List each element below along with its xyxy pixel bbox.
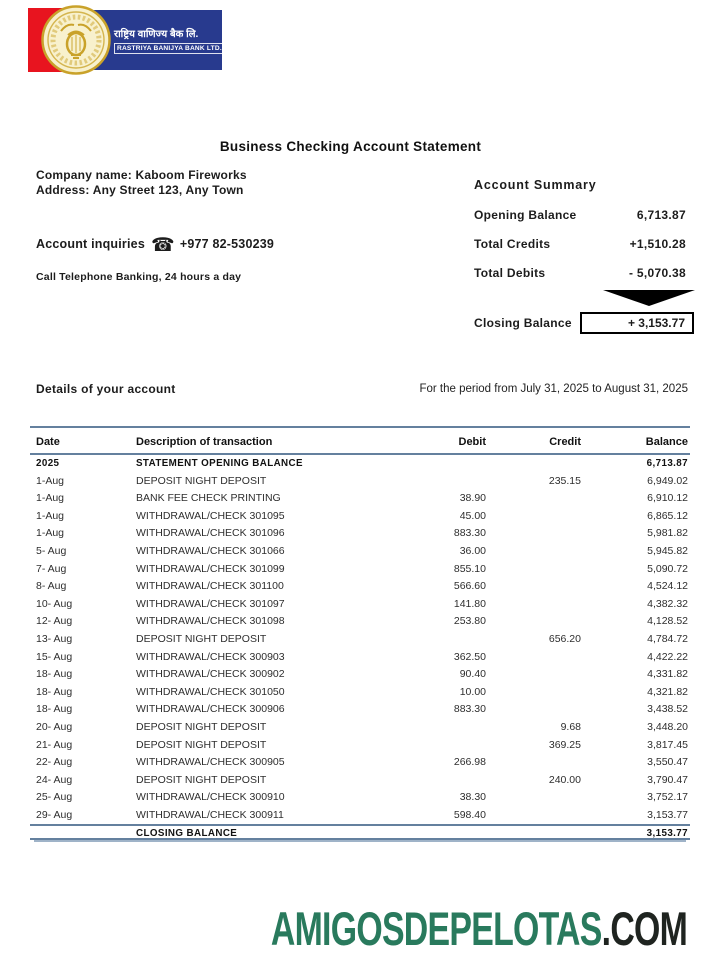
cell-debit: [366, 473, 486, 491]
cell-description: WITHDRAWAL/CHECK 301100: [136, 580, 284, 593]
cell-debit: [366, 631, 486, 649]
bank-logo: [28, 8, 222, 76]
cell-credit: [486, 684, 581, 702]
company-name: Company name: Kaboom Fireworks: [36, 168, 247, 182]
cell-description: DEPOSIT NIGHT DEPOSIT: [136, 720, 267, 733]
cell-description: WITHDRAWAL/CHECK 301097: [136, 597, 285, 610]
table-row: [30, 613, 690, 631]
cell-balance: 5,090.72: [647, 562, 688, 575]
company-block: [36, 168, 247, 198]
cell-balance: 6,910.12: [647, 492, 688, 505]
bank-name-nepali: राष्ट्रिय वाणिज्य बैक लि.: [114, 29, 199, 40]
cell-description: WITHDRAWAL/CHECK 301098: [136, 615, 285, 628]
table-row: [30, 684, 690, 702]
bank-seal-icon: [41, 5, 111, 75]
cell-description: WITHDRAWAL/CHECK 300902: [136, 668, 285, 681]
cell-debit: 141.80: [453, 597, 486, 610]
telephone-banking-note: Call Telephone Banking, 24 hours a day: [36, 271, 242, 283]
cell-credit: [486, 613, 581, 631]
cell-credit: [486, 789, 581, 807]
cell-debit: 38.90: [459, 492, 486, 505]
cell-date: 18- Aug: [36, 668, 73, 681]
cell-date: 2025: [36, 458, 60, 469]
header-credit: Credit: [549, 436, 581, 448]
cell-credit: [486, 701, 581, 719]
cell-debit: 598.40: [453, 808, 486, 821]
cell-debit: 253.80: [453, 615, 486, 628]
cell-credit: [486, 596, 581, 614]
cell-debit: [366, 719, 486, 737]
header-date: Date: [36, 436, 60, 448]
cell-date: 13- Aug: [36, 632, 73, 645]
table-row: [30, 666, 690, 684]
table-row: [30, 508, 690, 526]
table-row: [30, 807, 690, 825]
statement-period: For the period from July 31, 2025 to August 31, 2025: [419, 383, 688, 395]
cell-description: DEPOSIT NIGHT DEPOSIT: [136, 773, 267, 786]
cell-balance: 5,981.82: [647, 527, 688, 540]
cell-balance: 4,524.12: [647, 580, 688, 593]
table-row: [30, 490, 690, 508]
summary-row-label: Total Debits: [474, 266, 546, 280]
cell-debit: [366, 737, 486, 755]
cell-balance: 3,438.52: [647, 703, 688, 716]
table-body: [30, 455, 690, 824]
inquiries-label: Account inquiries: [36, 237, 145, 251]
summary-row: [474, 208, 686, 237]
cell-description: WITHDRAWAL/CHECK 300903: [136, 650, 285, 663]
cell-balance: 3,752.17: [647, 791, 688, 804]
cell-description: WITHDRAWAL/CHECK 300906: [136, 703, 285, 716]
cell-credit: [486, 807, 581, 825]
table-row: [30, 578, 690, 596]
cell-date: 20- Aug: [36, 720, 73, 733]
cell-debit: 36.00: [459, 544, 486, 557]
cell-debit: 855.10: [453, 562, 486, 575]
cell-date: 1-Aug: [36, 492, 65, 505]
cell-credit: [486, 543, 581, 561]
summary-row-value: +1,510.28: [629, 237, 686, 251]
cell-credit: [486, 666, 581, 684]
cell-balance: 3,817.45: [647, 738, 688, 751]
header-description: Description of transaction: [136, 436, 273, 448]
table-row: [30, 772, 690, 790]
cell-credit: 240.00: [548, 773, 581, 786]
cell-date: 21- Aug: [36, 738, 73, 751]
cell-date: 1-Aug: [36, 527, 65, 540]
table-row: [30, 631, 690, 649]
table-row: [30, 754, 690, 772]
cell-debit: 90.40: [459, 668, 486, 681]
cell-balance: 6,865.12: [647, 509, 688, 522]
cell-date: 5- Aug: [36, 544, 67, 557]
cell-credit: [486, 561, 581, 579]
table-row: [30, 701, 690, 719]
cell-credit: 235.15: [548, 474, 581, 487]
transactions-table: [30, 426, 690, 840]
cell-balance: 4,321.82: [647, 685, 688, 698]
cell-date: 8- Aug: [36, 580, 67, 593]
cell-debit: 266.98: [453, 756, 486, 769]
summary-row: [474, 237, 686, 266]
cell-description: DEPOSIT NIGHT DEPOSIT: [136, 632, 267, 645]
closing-balance-label: Closing Balance: [474, 316, 572, 330]
cell-description: WITHDRAWAL/CHECK 300905: [136, 756, 285, 769]
cell-credit: [486, 649, 581, 667]
cell-balance: 5,945.82: [647, 544, 688, 557]
cell-credit: [486, 455, 581, 473]
company-address: Address: Any Street 123, Any Town: [36, 183, 244, 197]
bank-name-english: RASTRIYA BANIJYA BANK LTD.: [114, 43, 225, 54]
cell-date: 15- Aug: [36, 650, 73, 663]
cell-balance: 4,331.82: [647, 668, 688, 681]
cell-date: 1-Aug: [36, 509, 65, 522]
watermark-logo: [271, 901, 687, 956]
cell-credit: 369.25: [548, 738, 581, 751]
cell-credit: 9.68: [560, 720, 581, 733]
table-row: [30, 737, 690, 755]
phone-number: +977 82-530239: [179, 237, 275, 251]
cell-debit: 38.30: [459, 791, 486, 804]
watermark-tld: .COM: [601, 902, 687, 955]
cell-date: 25- Aug: [36, 791, 73, 804]
cell-description: BANK FEE CHECK PRINTING: [136, 492, 281, 505]
arrow-down-icon: [603, 290, 695, 306]
cell-balance: 6,713.87: [646, 458, 688, 469]
cell-debit: [366, 772, 486, 790]
cell-date: 12- Aug: [36, 615, 73, 628]
table-row: [30, 649, 690, 667]
cell-debit: 362.50: [453, 650, 486, 663]
cell-date: 18- Aug: [36, 703, 73, 716]
account-summary: [474, 178, 688, 338]
closing-balance-row: [30, 824, 690, 840]
cell-date: 10- Aug: [36, 597, 73, 610]
cell-date: 22- Aug: [36, 756, 73, 769]
cell-debit: 45.00: [459, 509, 486, 522]
cell-date: 7- Aug: [36, 562, 67, 575]
cell-debit: 10.00: [459, 685, 486, 698]
summary-rows: [474, 208, 686, 295]
summary-row-value: 6,713.87: [636, 208, 686, 222]
account-inquiries: [36, 234, 274, 256]
cell-description: WITHDRAWAL/CHECK 301096: [136, 527, 285, 540]
cell-balance: 3,790.47: [647, 773, 688, 786]
header-balance: Balance: [645, 436, 688, 448]
table-row: [30, 543, 690, 561]
header-debit: Debit: [458, 436, 486, 448]
table-header-row: [30, 426, 690, 455]
cell-balance: 6,949.02: [647, 474, 688, 487]
cell-credit: [486, 490, 581, 508]
cell-balance: 4,382.32: [647, 597, 688, 610]
cell-description: WITHDRAWAL/CHECK 300910: [136, 791, 285, 804]
phone-icon: ☎: [150, 234, 175, 256]
closing-row-description: CLOSING BALANCE: [136, 828, 238, 840]
closing-balance-value: + 3,153.77: [580, 312, 694, 334]
table-row: [30, 719, 690, 737]
cell-date: 24- Aug: [36, 773, 73, 786]
table-row: [30, 561, 690, 579]
table-row: [30, 525, 690, 543]
closing-row-balance: 3,153.77: [646, 828, 688, 840]
cell-balance: 4,128.52: [647, 615, 688, 628]
details-heading: Details of your account: [36, 382, 176, 396]
cell-description: WITHDRAWAL/CHECK 300911: [136, 808, 284, 821]
cell-date: 1-Aug: [36, 474, 65, 487]
cell-balance: 4,422.22: [647, 650, 688, 663]
opening-balance-row: [30, 455, 690, 473]
cell-description: WITHDRAWAL/CHECK 301050: [136, 685, 285, 698]
cell-description: WITHDRAWAL/CHECK 301066: [136, 544, 285, 557]
cell-description: DEPOSIT NIGHT DEPOSIT: [136, 738, 267, 751]
cell-balance: 3,550.47: [647, 756, 688, 769]
table-row: [30, 596, 690, 614]
cell-balance: 4,784.72: [647, 632, 688, 645]
cell-credit: [486, 525, 581, 543]
summary-heading: Account Summary: [474, 178, 597, 192]
cell-date: 29- Aug: [36, 808, 73, 821]
cell-credit: [486, 578, 581, 596]
cell-debit: [366, 455, 486, 473]
cell-balance: 3,448.20: [647, 720, 688, 733]
cell-balance: 3,153.77: [647, 808, 688, 821]
cell-description: WITHDRAWAL/CHECK 301095: [136, 509, 285, 522]
cell-credit: [486, 754, 581, 772]
cell-description: WITHDRAWAL/CHECK 301099: [136, 562, 285, 575]
summary-row-label: Total Credits: [474, 237, 551, 251]
page-title: Business Checking Account Statement: [219, 139, 482, 154]
watermark-name: AMIGOSDEPELOTAS: [270, 902, 602, 955]
table-row: [30, 789, 690, 807]
cell-description: STATEMENT OPENING BALANCE: [136, 458, 303, 469]
cell-debit: 883.30: [453, 527, 486, 540]
summary-row-value: - 5,070.38: [628, 266, 686, 280]
cell-credit: 656.20: [548, 632, 581, 645]
table-row: [30, 473, 690, 491]
cell-credit: [486, 508, 581, 526]
cell-date: 18- Aug: [36, 685, 73, 698]
cell-debit: 566.60: [453, 580, 486, 593]
cell-debit: 883.30: [453, 703, 486, 716]
summary-row-label: Opening Balance: [474, 208, 577, 222]
cell-description: DEPOSIT NIGHT DEPOSIT: [136, 474, 267, 487]
